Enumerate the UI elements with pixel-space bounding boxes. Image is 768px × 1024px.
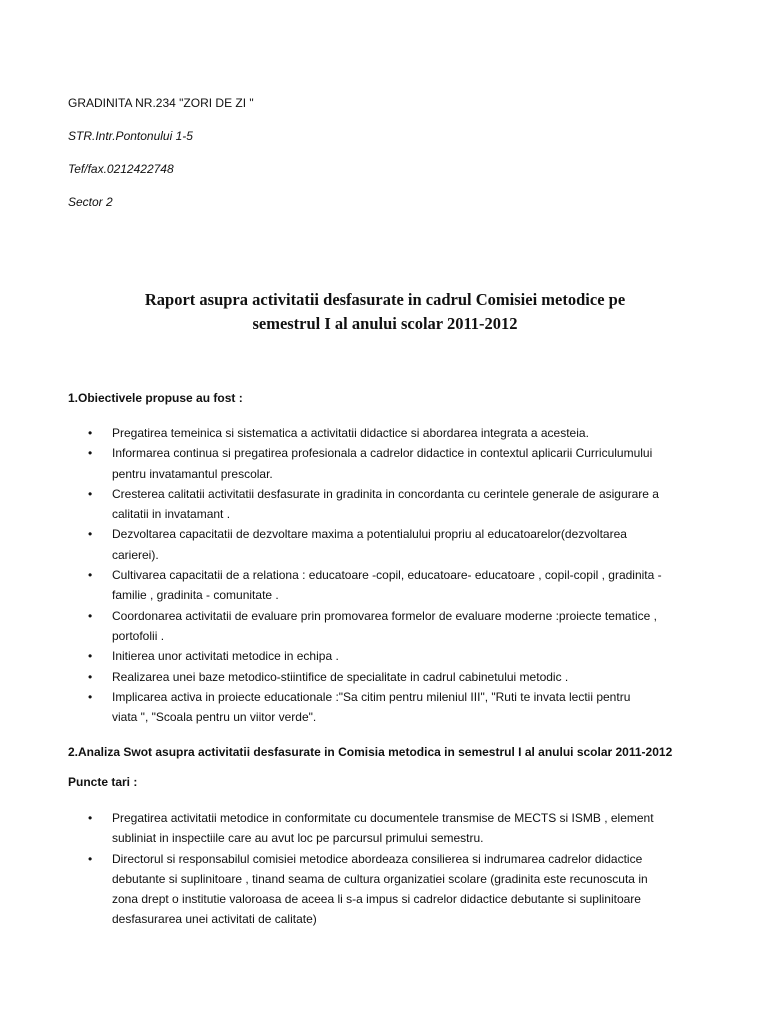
list-item: • Cultivarea capacitatii de a relationa : educatoare -copil, educatoare- educatoare , copil-copil , gradinita - familie , gradinita - comunitate .	[68, 565, 708, 606]
report-title	[70, 288, 700, 336]
list-item: • Dezvoltarea capacitatii de dezvoltare maxima a potentialului propriu al educatoarelor(dezvoltarea carierei).	[68, 524, 708, 565]
report-title-line-1: Raport asupra activitatii desfasurate in cadrul Comisiei metodice pe	[144, 290, 626, 309]
objectives-list	[68, 423, 708, 727]
bullet-icon: •	[88, 446, 93, 461]
section-1-heading: 1.Obiectivele propuse au fost :	[68, 391, 243, 405]
section-2-heading: 2.Analiza Swot asupra activitatii desfasurate in Comisia metodica in semestrul I al anului scolar 2011-2012	[68, 745, 673, 759]
report-title-line-2: semestrul I al anului scolar 2011-2012	[252, 314, 518, 333]
list-item: • Directorul si responsabilul comisiei metodice abordeaza consilierea si indrumarea cadrelor didactice debutante si suplinitoare , tinand seama de cultura organizatiei scolare (gradinita este recunoscuta in zona drept o institutie valoroasa de aceea li s-a impus si cadrelor didactice debutante si suplinitoare desfasurarea unei activitati de calitate)	[68, 849, 708, 930]
bullet-icon: •	[88, 649, 93, 664]
bullet-icon: •	[88, 669, 93, 684]
address-line: STR.Intr.Pontonului 1-5	[68, 129, 193, 143]
list-item: • Coordonarea activitatii de evaluare prin promovarea formelor de evaluare moderne :proiecte tematice , portofolii .	[68, 606, 708, 647]
kindergarten-name: GRADINITA NR.234 "ZORI DE ZI "	[68, 96, 254, 110]
strengths-list	[68, 808, 708, 930]
bullet-icon: •	[88, 608, 93, 623]
bullet-icon: •	[88, 486, 93, 501]
strengths-heading: Puncte tari :	[68, 775, 138, 789]
bullet-icon: •	[88, 568, 93, 583]
list-item: • Realizarea unei baze metodico-stiintifice de specialitate in cadrul cabinetului metodic .	[68, 667, 708, 687]
list-item: • Initierea unor activitati metodice in echipa .	[68, 646, 708, 666]
bullet-icon: •	[88, 851, 93, 866]
list-item: • Pregatirea activitatii metodice in conformitate cu documentele transmise de MECTS si ISMB , element subliniat in inspectiile care au avut loc pe parcursul primului semestru.	[68, 808, 708, 849]
sector-line: Sector 2	[68, 195, 113, 209]
bullet-icon: •	[88, 527, 93, 542]
list-item: • Informarea continua si pregatirea profesionala a cadrelor didactice in contextul aplicarii Curriculumului pentru invatamantul prescolar.	[68, 443, 708, 484]
list-item: • Implicarea activa in proiecte educationale :"Sa citim pentru mileniul III", "Ruti te invata lectii pentru viata ", "Scoala pentru un viitor verde".	[68, 687, 708, 728]
phone-fax-line: Tef/fax.0212422748	[68, 162, 174, 176]
list-item: • Cresterea calitatii activitatii desfasurate in gradinita in concordanta cu cerintele generale de asigurare a calitatii in invatamant .	[68, 484, 708, 525]
bullet-icon: •	[88, 689, 93, 704]
bullet-icon: •	[88, 811, 93, 825]
bullet-icon: •	[88, 426, 93, 440]
list-item: • Pregatirea temeinica si sistematica a activitatii didactice si abordarea integrata a acesteia.	[68, 423, 708, 443]
